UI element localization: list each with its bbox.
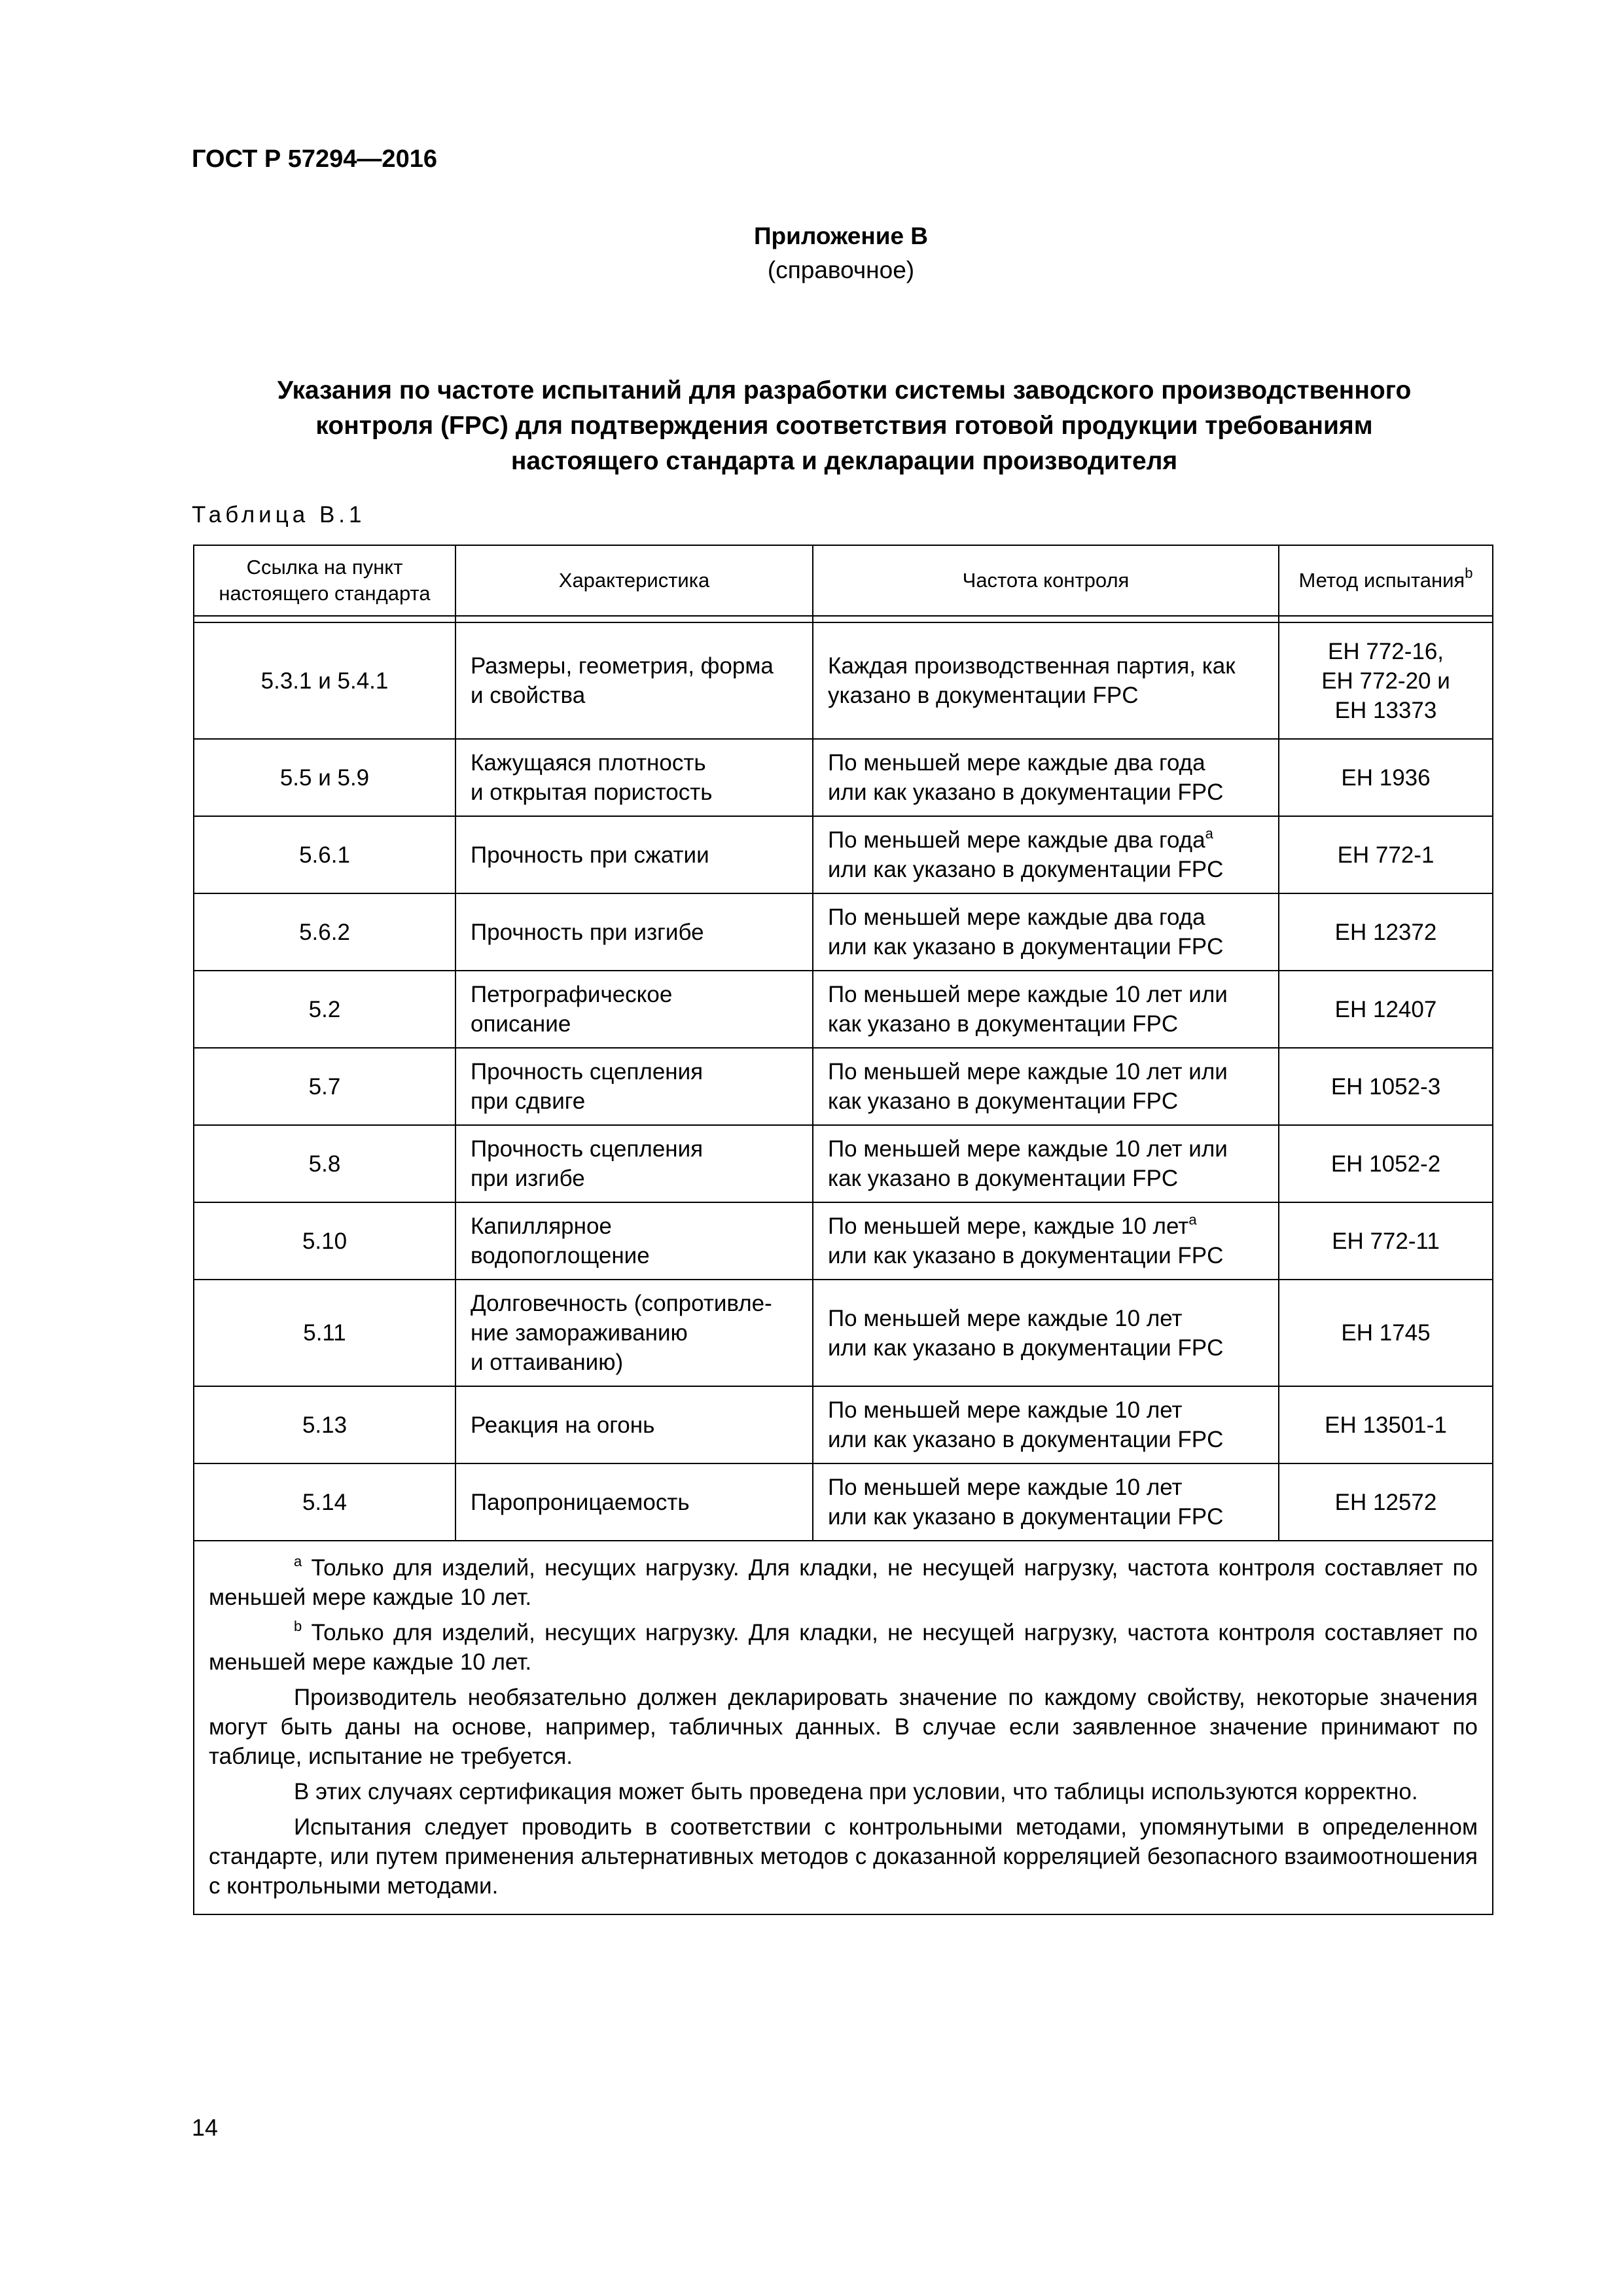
cell-reference: 5.10 xyxy=(194,1202,455,1280)
frequency-line: или как указано в документации FPC xyxy=(828,1335,1224,1361)
note-paragraph: В этих случаях сертификация может быть проведена при условии, что таблицы используются корректно. xyxy=(294,1779,1418,1804)
annex-heading xyxy=(196,373,1492,479)
cell-method xyxy=(1279,1125,1493,1202)
header-cell-reference xyxy=(194,545,455,616)
header-separator xyxy=(194,616,1493,622)
method-line: ЕН 13501-1 xyxy=(1325,1412,1447,1438)
cell-frequency xyxy=(813,816,1279,893)
header-text: Метод испытания xyxy=(1298,569,1465,592)
table-row xyxy=(194,893,1493,971)
frequency-line xyxy=(828,651,1264,681)
table-row xyxy=(194,1202,1493,1280)
cell-frequency xyxy=(813,1386,1279,1463)
frequency-line xyxy=(828,1057,1264,1086)
header-text: настоящего стандарта xyxy=(219,582,431,605)
frequency-text: По меньшей мере каждые 10 лет xyxy=(828,1397,1183,1423)
header-cell-method xyxy=(1279,545,1493,616)
table-row xyxy=(194,816,1493,893)
method-line: ЕН 1052-2 xyxy=(1330,1151,1441,1177)
cell-characteristic xyxy=(455,1048,813,1125)
heading-line: настоящего стандарта и декларации производителя xyxy=(510,447,1178,475)
footnote-mark: a xyxy=(1205,825,1213,842)
frequency-line: или как указано в документации FPC xyxy=(828,857,1224,882)
cell-frequency xyxy=(813,1463,1279,1541)
table-row xyxy=(194,1386,1493,1463)
cell-method xyxy=(1279,1202,1493,1280)
table-caption: Таблица В.1 xyxy=(192,502,366,528)
frequency-line: или как указано в документации FPC xyxy=(828,1427,1224,1452)
cell-reference: 5.6.1 xyxy=(194,816,455,893)
document-code: ГОСТ Р 57294—2016 xyxy=(192,145,437,173)
table-notes xyxy=(194,1541,1493,1914)
method-line: ЕН 13373 xyxy=(1334,697,1437,723)
cell-characteristic xyxy=(455,816,813,893)
characteristic-line: Прочность сцепления xyxy=(471,1136,704,1162)
footnote-mark: b xyxy=(294,1618,302,1634)
cell-method xyxy=(1279,1280,1493,1386)
frequency-line: или как указано в документации FPC xyxy=(828,780,1224,805)
cell-frequency xyxy=(813,971,1279,1048)
frequency-line xyxy=(828,748,1264,778)
characteristic-line: Прочность при сжатии xyxy=(471,842,709,868)
method-line: ЕН 772-20 и xyxy=(1321,668,1450,694)
cell-characteristic xyxy=(455,622,813,739)
frequency-text: По меньшей мере каждые 10 лет xyxy=(828,1475,1183,1500)
characteristic-line: и оттаиванию) xyxy=(471,1350,624,1375)
cell-reference: 5.13 xyxy=(194,1386,455,1463)
characteristic-line: Петрографическое xyxy=(471,982,673,1007)
method-line: ЕН 772-16, xyxy=(1327,638,1444,664)
footnote-text: Только для изделий, несущих нагрузку. Для кладки, не несущей нагрузку, частота контроля составляет по меньшей мере каждые 10 лет. xyxy=(209,1555,1478,1610)
method-line: ЕН 1936 xyxy=(1341,764,1431,791)
method-line: ЕН 12372 xyxy=(1334,919,1437,945)
frequency-text: По меньшей мере, каждые 10 лет xyxy=(828,1213,1189,1239)
frequency-line xyxy=(828,1211,1264,1241)
table-header-row xyxy=(194,545,1493,616)
frequency-text: По меньшей мере каждые два года xyxy=(828,750,1205,776)
method-line: ЕН 1745 xyxy=(1341,1320,1431,1346)
table-row xyxy=(194,971,1493,1048)
table-row xyxy=(194,739,1493,816)
annex-subtitle: (справочное) xyxy=(767,257,915,283)
characteristic-line: описание xyxy=(471,1011,571,1037)
frequency-line: как указано в документации FPC xyxy=(828,1011,1179,1037)
cell-reference: 5.7 xyxy=(194,1048,455,1125)
frequency-text: По меньшей мере каждые 10 лет или xyxy=(828,1059,1228,1085)
cell-frequency xyxy=(813,893,1279,971)
characteristic-line: Паропроницаемость xyxy=(471,1489,690,1515)
cell-characteristic xyxy=(455,1463,813,1541)
frequency-line xyxy=(828,980,1264,1009)
cell-method xyxy=(1279,1463,1493,1541)
characteristic-line: Кажущаяся плотность xyxy=(471,750,706,776)
frequency-text: По меньшей мере каждые 10 лет xyxy=(828,1305,1183,1331)
frequency-line xyxy=(828,825,1264,855)
cell-characteristic xyxy=(455,1125,813,1202)
frequency-text: Каждая производственная партия, как xyxy=(828,653,1236,679)
cell-frequency xyxy=(813,1280,1279,1386)
cell-characteristic xyxy=(455,1202,813,1280)
cell-reference: 5.8 xyxy=(194,1125,455,1202)
frequency-text: По меньшей мере каждые два года xyxy=(828,827,1205,853)
header-text: Ссылка на пункт xyxy=(246,556,403,579)
note-paragraph: Испытания следует проводить в соответствии с контрольными методами, упомянутыми в определенном стандарте, или путем применения альтернативных методов с доказанной корреляцией безопасного взаимоотношения с контрольными методами. xyxy=(209,1814,1478,1899)
cell-reference: 5.6.2 xyxy=(194,893,455,971)
cell-reference: 5.3.1 и 5.4.1 xyxy=(194,622,455,739)
cell-frequency xyxy=(813,739,1279,816)
frequency-text: По меньшей мере каждые 10 лет или xyxy=(828,982,1228,1007)
characteristic-line: и свойства xyxy=(471,683,586,708)
note-paragraph: Производитель необязательно должен декларировать значение по каждому свойству, некоторые значения могут быть даны на основе, например, табличных данных. В случае если заявленное значение принимают по таблице, испытание не требуется. xyxy=(209,1685,1478,1769)
frequency-line: как указано в документации FPC xyxy=(828,1088,1179,1114)
cell-method xyxy=(1279,622,1493,739)
frequency-line: указано в документации FPC xyxy=(828,683,1139,708)
footnote-b xyxy=(209,1618,1478,1677)
cell-method xyxy=(1279,816,1493,893)
cell-reference: 5.5 и 5.9 xyxy=(194,739,455,816)
frequency-line xyxy=(828,1134,1264,1164)
characteristic-line: Реакция на огонь xyxy=(471,1412,655,1438)
table-row xyxy=(194,1280,1493,1386)
characteristic-line: при сдвиге xyxy=(471,1088,586,1114)
frequency-text: По меньшей мере каждые 10 лет или xyxy=(828,1136,1228,1162)
cell-frequency xyxy=(813,1125,1279,1202)
characteristic-line: ние замораживанию xyxy=(471,1320,688,1346)
footnote-text: Только для изделий, несущих нагрузку. Для кладки, не несущей нагрузку, частота контроля составляет по меньшей мере каждые 10 лет. xyxy=(209,1620,1478,1675)
characteristic-line: водопоглощение xyxy=(471,1243,650,1268)
cell-method xyxy=(1279,893,1493,971)
page-number: 14 xyxy=(192,2114,219,2141)
cell-characteristic xyxy=(455,739,813,816)
table-row xyxy=(194,1125,1493,1202)
cell-method xyxy=(1279,1386,1493,1463)
frequency-line xyxy=(828,1473,1264,1502)
heading-line: контроля (FPC) для подтверждения соответствия готовой продукции требованиям xyxy=(315,412,1373,440)
characteristic-line: и открытая пористость xyxy=(471,780,713,805)
cell-reference: 5.2 xyxy=(194,971,455,1048)
annex-title: Приложение В xyxy=(753,223,929,249)
frequency-line: или как указано в документации FPC xyxy=(828,934,1224,960)
cell-characteristic xyxy=(455,1280,813,1386)
cell-reference: 5.14 xyxy=(194,1463,455,1541)
footnote-a xyxy=(209,1553,1478,1612)
cell-method xyxy=(1279,1048,1493,1125)
header-cell-characteristic: Характеристика xyxy=(455,545,813,616)
header-cell-frequency: Частота контроля xyxy=(813,545,1279,616)
cell-frequency xyxy=(813,1202,1279,1280)
cell-frequency xyxy=(813,622,1279,739)
heading-line: Указания по частоте испытаний для разработки системы заводского производственного xyxy=(277,376,1412,404)
characteristic-line: при изгибе xyxy=(471,1166,585,1191)
footnote-mark: a xyxy=(294,1553,302,1570)
cell-method xyxy=(1279,739,1493,816)
characteristic-line: Капиллярное xyxy=(471,1213,612,1239)
footnote-mark: a xyxy=(1188,1211,1197,1228)
method-line: ЕН 772-1 xyxy=(1337,842,1435,868)
characteristic-line: Прочность сцепления xyxy=(471,1059,704,1085)
characteristic-line: Долговечность (сопротивле- xyxy=(471,1291,772,1316)
frequency-line: или как указано в документации FPC xyxy=(828,1243,1224,1268)
table-row xyxy=(194,1048,1493,1125)
method-line: ЕН 772-11 xyxy=(1332,1228,1440,1254)
frequency-line xyxy=(828,1395,1264,1425)
characteristic-line: Размеры, геометрия, форма xyxy=(471,653,774,679)
method-line: ЕН 12407 xyxy=(1334,996,1437,1022)
frequency-line xyxy=(828,903,1264,932)
frequency-line: как указано в документации FPC xyxy=(828,1166,1179,1191)
frequency-line: или как указано в документации FPC xyxy=(828,1504,1224,1530)
table-notes-row xyxy=(194,1541,1493,1914)
frequency-text: По меньшей мере каждые два года xyxy=(828,905,1205,930)
cell-characteristic xyxy=(455,1386,813,1463)
cell-reference: 5.11 xyxy=(194,1280,455,1386)
table-row xyxy=(194,1463,1493,1541)
characteristic-line: Прочность при изгибе xyxy=(471,919,704,945)
cell-characteristic xyxy=(455,893,813,971)
table-row xyxy=(194,622,1493,739)
frequency-table xyxy=(193,545,1493,1915)
frequency-line xyxy=(828,1304,1264,1333)
footnote-mark: b xyxy=(1465,565,1473,581)
cell-characteristic xyxy=(455,971,813,1048)
method-line: ЕН 1052-3 xyxy=(1330,1073,1441,1100)
method-line: ЕН 12572 xyxy=(1334,1489,1437,1515)
cell-method xyxy=(1279,971,1493,1048)
table-body xyxy=(194,622,1493,1541)
cell-frequency xyxy=(813,1048,1279,1125)
